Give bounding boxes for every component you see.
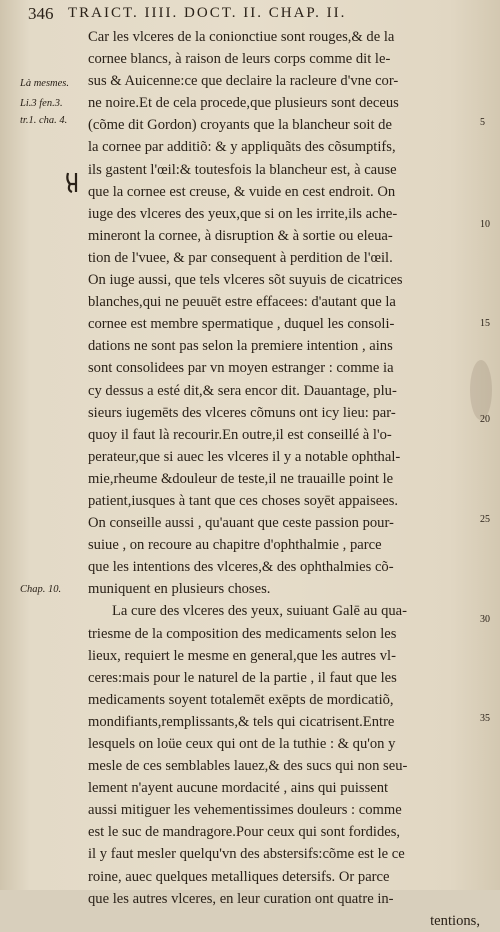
text-line: la cornee par additiõ: & y appliquãts des cõsumptifs, xyxy=(88,139,396,156)
text-line: triesme de la composition des medicaments selon les xyxy=(88,625,397,642)
text-line: iuge des vlceres des yeux,que si on les irrite,ils ache- xyxy=(88,205,398,222)
line-number: 25 xyxy=(480,514,490,525)
body-text xyxy=(88,26,480,932)
line-number: 30 xyxy=(480,614,490,625)
paragraph-mark-icon xyxy=(64,170,86,194)
text-line: sus & Auicenne:ce que declaire la racleure d'vne cor- xyxy=(88,73,399,90)
text-line: ne noire.Et de cela procede,que plusieurs sont deceus xyxy=(88,95,399,112)
text-line: il y faut mesler quelqu'vn des abstersifs:cõme est le ce xyxy=(88,846,405,863)
text-line: cornee blancs, à raison de leurs corps comme dit le- xyxy=(88,51,391,68)
text-line: patient,iusques à tant que ces choses soyēt appaisees. xyxy=(88,492,399,509)
text-line: blanches,qui ne peuuēt estre effacees: d'autant que la xyxy=(88,294,396,311)
text-line: cy dessus a esté dit,& sera encor dit. Dauantage, plu- xyxy=(88,382,397,399)
line-number: 10 xyxy=(480,219,490,230)
text-line: roine, auec quelques metalliques detersifs. Or parce xyxy=(88,868,390,885)
text-line: que les intentions des vlceres,& des ophthalmies cõ- xyxy=(88,559,394,576)
line-number: 5 xyxy=(480,117,485,128)
line-number: 15 xyxy=(480,318,490,329)
text-line: aussi mitiguer les vehementissimes douleurs : comme xyxy=(88,802,402,819)
text-line: que les autres vlceres, en leur curation ont quatre in- xyxy=(88,890,394,907)
ink-stain xyxy=(470,360,492,420)
text-line: tion de l'vuee, & par consequent à perdition de l'œil. xyxy=(88,249,393,266)
text-line: muniquent en plusieurs choses. xyxy=(88,581,271,598)
text-line: On conseille aussi , qu'auant que ceste passion pour- xyxy=(88,515,394,532)
text-line: lesquels on loüe ceux qui ont de la tuthie : & qu'on y xyxy=(88,736,396,752)
page-number: 346 xyxy=(28,4,54,23)
text-line: ceres:mais pour le naturel de la partie , il faut que les xyxy=(88,669,397,686)
text-line: sont consolidees par vn moyen estranger : comme ia xyxy=(88,360,394,377)
margin-note: Li.3 fen.3. xyxy=(20,98,63,109)
text-line: mie,rheume &douleur de teste,il ne trauaille point le xyxy=(88,470,394,487)
text-line: La cure des vlceres des yeux, suiuant Galē au qua- xyxy=(112,603,407,620)
text-line: tentions, xyxy=(430,912,480,929)
text-line: que la cornee est creuse, & vuide en cest endroit. On xyxy=(88,183,396,200)
text-line: ils gastent l'œil:& toutesfois la blancheur est, à cause xyxy=(88,161,397,178)
text-line: lement n'ayent aucune mordacité , ains qui puissent xyxy=(88,780,389,797)
text-line: medicaments soyent totalemēt exēpts de mordicatiõ, xyxy=(88,691,394,708)
text-line: quoy il faut là recourir.En outre,il est conseillé à l'o- xyxy=(88,426,392,443)
text-line: perateur,que si auec les vlceres il y a notable ophthal- xyxy=(88,448,401,465)
text-line: sieurs iugemēts des vlceres cõmuns ont icy lieu: par- xyxy=(88,404,396,421)
margin-note: Chap. 10. xyxy=(20,584,62,595)
line-number: 20 xyxy=(480,414,490,425)
text-line: est le suc de mandragore.Pour ceux qui sont fordides, xyxy=(88,824,401,841)
margin-note: Là mesmes. xyxy=(20,78,69,89)
text-line: cornee est membre spermatique , duquel les consoli- xyxy=(88,316,395,333)
text-line: dations ne sont pas selon la premiere intention , ains xyxy=(88,338,393,355)
text-line: Car les vlceres de la conionctiue sont rouges,& de la xyxy=(88,29,395,45)
text-line: (cõme dit Gordon) croyants que la blancheur soit de xyxy=(88,117,392,134)
text-line: mondifiants,remplissants,& tels qui cicatrisent.Entre xyxy=(88,713,395,730)
line-number: 35 xyxy=(480,713,490,724)
text-line: lieux, requiert le mesme en general,que les autres vl- xyxy=(88,647,396,664)
text-line: suiue , on recoure au chapitre d'ophthalmie , parce xyxy=(88,537,382,554)
page-header xyxy=(28,4,498,26)
text-line: On iuge aussi, que tels vlceres sõt suyuis de cicatrices xyxy=(88,272,403,289)
text-line: mesle de ces semblables lauez,& des sucs qui non seu- xyxy=(88,758,408,775)
margin-note: tr.1. cha. 4. xyxy=(20,115,68,126)
text-line: mineront la cornee, à disruption & à sortie ou eleua- xyxy=(88,227,393,244)
running-title: TRAICT. IIII. DOCT. II. CHAP. II. xyxy=(68,5,347,21)
